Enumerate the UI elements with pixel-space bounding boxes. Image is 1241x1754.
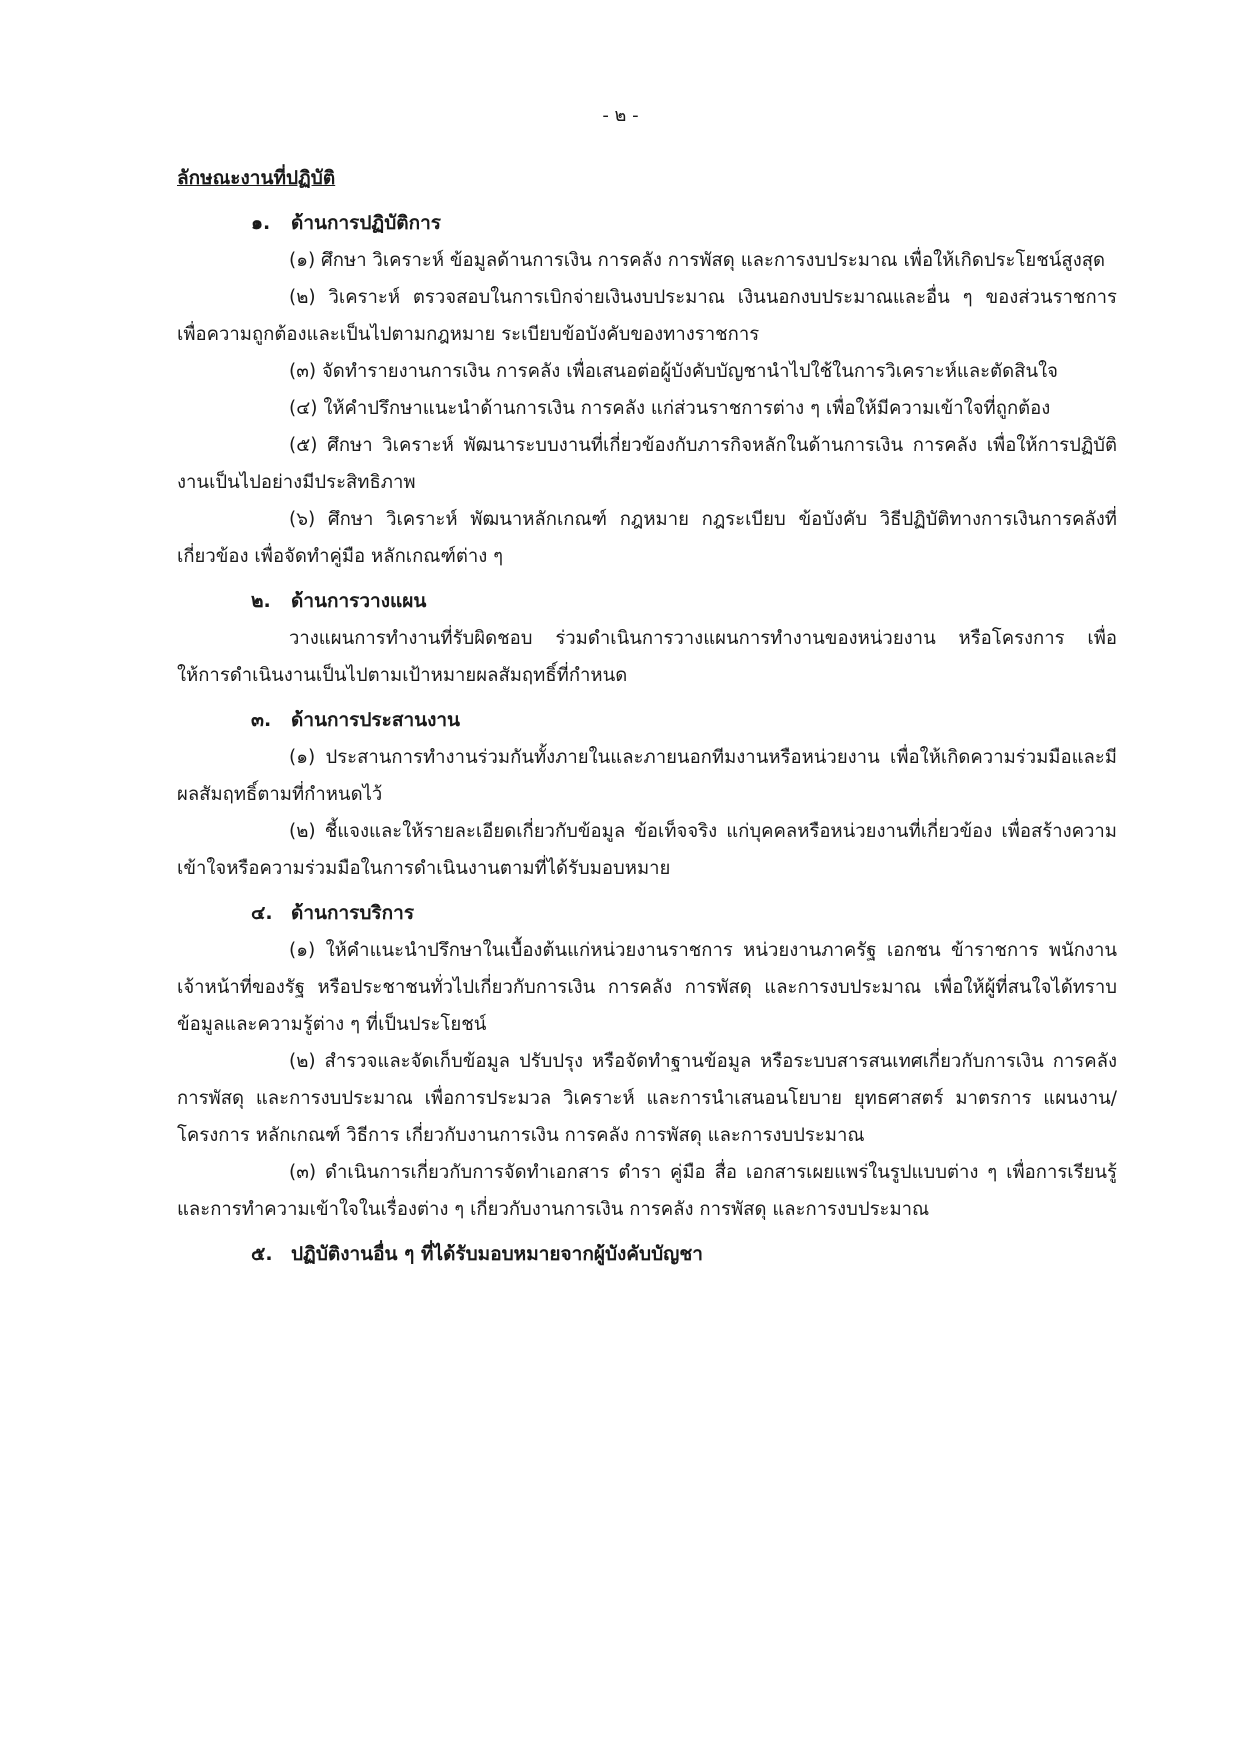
section-5 <box>177 1236 1117 1273</box>
section-heading-text: ด้านการปฏิบัติการ <box>291 212 441 234</box>
section-3 <box>177 702 1117 887</box>
section-number: ๕. <box>251 1243 273 1265</box>
page-title: ลักษณะงานที่ปฏิบัติ <box>177 167 336 189</box>
section-number: ๑. <box>251 212 271 234</box>
section-paragraph: (๔) ให้คำปรึกษาแนะนำด้านการเงิน การคลัง แก่ส่วนราชการต่าง ๆ เพื่อให้มีความเข้าใจที่ถูกต้อง <box>289 398 1051 419</box>
section-number: ๒. <box>251 590 271 612</box>
section-heading <box>177 702 1117 739</box>
section-paragraph: (๑) ศึกษา วิเคราะห์ ข้อมูลด้านการเงิน การคลัง การพัสดุ และการงบประมาณ เพื่อให้เกิดประโยชน์สูงสุด <box>289 250 1106 271</box>
section-paragraph: (๑) ให้คำแนะนำปรึกษาในเบื้องต้นแก่หน่วยงานราชการ หน่วยงานภาครัฐ เอกชน ข้าราชการ พนักงาน เจ้าหน้าที่ของรัฐ หรือประชาชนทั่วไปเกี่ยวกับการเงิน การคลัง การพัสดุ และการงบประมาณ เพื่อให้ผู้ที่สนใจได้ทราบข้อมูลและความรู้ต่าง ๆ ที่เป็นประโยชน์ <box>177 940 1117 1035</box>
section-heading <box>177 205 1117 242</box>
section-2 <box>177 583 1117 694</box>
section-heading <box>177 583 1117 620</box>
section-heading-text: ปฏิบัติงานอื่น ๆ ที่ได้รับมอบหมายจากผู้บังคับบัญชา <box>291 1243 703 1265</box>
section-paragraph: (๓) ดำเนินการเกี่ยวกับการจัดทำเอกสาร ตำรา คู่มือ สื่อ เอกสารเผยแพร่ในรูปแบบต่าง ๆ เพื่อการเรียนรู้ และการทำความเข้าใจในเรื่องต่าง ๆ เกี่ยวกับงานการเงิน การคลัง การพัสดุ และการงบประมาณ <box>177 1162 1117 1220</box>
section-paragraph: (๕) ศึกษา วิเคราะห์ พัฒนาระบบงานที่เกี่ยวข้องกับภารกิจหลักในด้านการเงิน การคลัง เพื่อให้การปฏิบัติงานเป็นไปอย่างมีประสิทธิภาพ <box>177 435 1117 493</box>
section-paragraph: วางแผนการทำงานที่รับผิดชอบ ร่วมดำเนินการวางแผนการทำงานของหน่วยงาน หรือโครงการ เพื่อให้การดำเนินงานเป็นไปตามเป้าหมายผลสัมฤทธิ์ที่กำหนด <box>177 628 1117 686</box>
section-paragraph: (๓) จัดทำรายงานการเงิน การคลัง เพื่อเสนอต่อผู้บังคับบัญชานำไปใช้ในการวิเคราะห์และตัดสินใจ <box>289 361 1058 382</box>
section-heading-text: ด้านการบริการ <box>291 902 415 924</box>
page-number: - ๒ - <box>602 105 639 126</box>
section-paragraph: (๒) สำรวจและจัดเก็บข้อมูล ปรับปรุง หรือจัดทำฐานข้อมูล หรือระบบสารสนเทศเกี่ยวกับการเงิน การคลัง การพัสดุ และการงบประมาณ เพื่อการประมวล วิเคราะห์ และการนำเสนอนโยบาย ยุทธศาสตร์ มาตรการ แผนงาน/โครงการ หลักเกณฑ์ วิธีการ เกี่ยวกับงานการเงิน การคลัง การพัสดุ และการงบประมาณ <box>177 1051 1117 1146</box>
section-heading-text: ด้านการประสานงาน <box>291 709 461 731</box>
section-number: ๔. <box>251 902 273 924</box>
section-number: ๓. <box>251 709 272 731</box>
section-1 <box>177 205 1117 575</box>
section-paragraph: (๑) ประสานการทำงานร่วมกันทั้งภายในและภายนอกทีมงานหรือหน่วยงาน เพื่อให้เกิดความร่วมมือและมีผลสัมฤทธิ์ตามที่กำหนดไว้ <box>177 747 1117 805</box>
section-heading <box>177 1236 1117 1273</box>
sections-container <box>177 205 1117 1273</box>
section-heading <box>177 895 1117 932</box>
section-paragraph: (๖) ศึกษา วิเคราะห์ พัฒนาหลักเกณฑ์ กฎหมาย กฎระเบียบ ข้อบังคับ วิธีปฏิบัติทางการเงินการคลังที่เกี่ยวข้อง เพื่อจัดทำคู่มือ หลักเกณฑ์ต่าง ๆ <box>177 509 1117 567</box>
section-4 <box>177 895 1117 1228</box>
document-body <box>177 160 1117 1281</box>
section-paragraph: (๒) ชี้แจงและให้รายละเอียดเกี่ยวกับข้อมูล ข้อเท็จจริง แก่บุคคลหรือหน่วยงานที่เกี่ยวข้อง เพื่อสร้างความเข้าใจหรือความร่วมมือในการดำเนินงานตามที่ได้รับมอบหมาย <box>177 821 1117 879</box>
section-paragraph: (๒) วิเคราะห์ ตรวจสอบในการเบิกจ่ายเงินงบประมาณ เงินนอกงบประมาณและอื่น ๆ ของส่วนราชการ เพื่อความถูกต้องและเป็นไปตามกฎหมาย ระเบียบข้อบังคับของทางราชการ <box>177 287 1117 345</box>
section-heading-text: ด้านการวางแผน <box>291 590 427 612</box>
